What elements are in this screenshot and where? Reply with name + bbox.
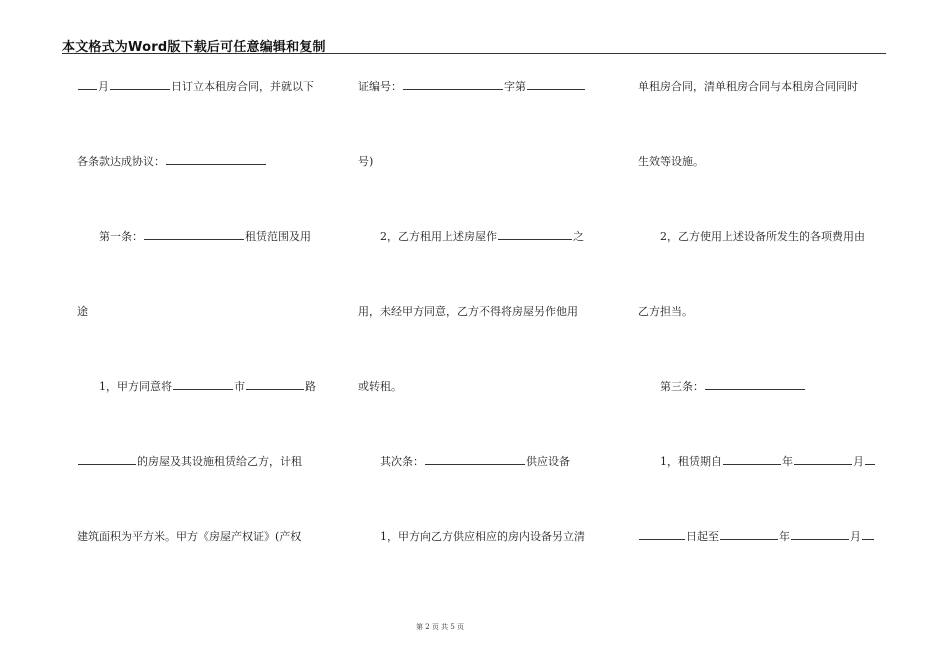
text-line bbox=[638, 58, 888, 133]
text-segment: 1，甲方同意将 bbox=[99, 380, 172, 393]
text-line bbox=[638, 358, 888, 433]
text-segment: 之 bbox=[573, 230, 584, 243]
text-line bbox=[638, 283, 888, 358]
text-segment: 租赁范围及用 bbox=[245, 230, 311, 243]
fill-in-blank bbox=[723, 453, 781, 465]
text-column-2 bbox=[358, 58, 608, 583]
text-segment: 证编号： bbox=[358, 80, 402, 93]
text-column-3 bbox=[638, 58, 888, 583]
text-segment: 1，租赁期自 bbox=[660, 455, 722, 468]
text-line bbox=[77, 508, 327, 583]
text-column-1 bbox=[77, 58, 327, 583]
fill-in-blank bbox=[527, 78, 585, 90]
text-segment: 途 bbox=[77, 305, 88, 318]
text-line bbox=[77, 133, 327, 208]
text-line bbox=[358, 208, 608, 283]
text-segment: 号) bbox=[358, 155, 374, 168]
fill-in-blank bbox=[720, 528, 778, 540]
text-line bbox=[358, 358, 608, 433]
text-line bbox=[77, 433, 327, 508]
text-segment: 路 bbox=[305, 380, 316, 393]
text-segment: 生效等设施。 bbox=[638, 155, 704, 168]
text-segment: 各条款达成协议： bbox=[77, 155, 165, 168]
fill-in-blank bbox=[110, 78, 170, 90]
fill-in-blank bbox=[425, 453, 525, 465]
text-segment: 年 bbox=[782, 455, 793, 468]
text-line bbox=[358, 283, 608, 358]
text-line bbox=[358, 433, 608, 508]
text-line bbox=[77, 358, 327, 433]
text-segment: 日起至 bbox=[686, 530, 719, 543]
text-segment: 或转租。 bbox=[358, 380, 402, 393]
text-segment: 2，乙方使用上述设备所发生的各项费用由 bbox=[660, 230, 865, 243]
text-line bbox=[358, 508, 608, 583]
text-segment: 月 bbox=[98, 80, 109, 93]
text-segment: 月 bbox=[853, 455, 864, 468]
text-segment: 其次条： bbox=[380, 455, 424, 468]
text-line bbox=[638, 508, 888, 583]
text-segment: 市 bbox=[234, 380, 245, 393]
fill-in-blank bbox=[705, 378, 805, 390]
text-line bbox=[358, 58, 608, 133]
fill-in-blank bbox=[862, 528, 874, 540]
text-segment: 月 bbox=[850, 530, 861, 543]
fill-in-blank bbox=[403, 78, 503, 90]
header-divider bbox=[62, 53, 886, 54]
text-segment: 字第 bbox=[504, 80, 526, 93]
text-segment: 的房屋及其设施租赁给乙方，计租 bbox=[137, 455, 302, 468]
text-line bbox=[358, 133, 608, 208]
text-line bbox=[77, 208, 327, 283]
document-header-title: 本文格式为Word版下载后可任意编辑和复制 bbox=[62, 40, 326, 55]
text-line bbox=[77, 58, 327, 133]
fill-in-blank bbox=[639, 528, 685, 540]
text-segment: 乙方担当。 bbox=[638, 305, 693, 318]
text-line bbox=[638, 133, 888, 208]
text-segment: 1，甲方向乙方供应相应的房内设备另立清 bbox=[380, 530, 585, 543]
fill-in-blank bbox=[78, 78, 97, 90]
text-segment: 用，未经甲方同意，乙方不得将房屋另作他用 bbox=[358, 305, 578, 318]
fill-in-blank bbox=[498, 228, 572, 240]
fill-in-blank bbox=[166, 153, 266, 165]
fill-in-blank bbox=[865, 453, 875, 465]
text-segment: 第三条： bbox=[660, 380, 704, 393]
text-segment: 2，乙方租用上述房屋作 bbox=[380, 230, 497, 243]
text-segment: 第一条： bbox=[99, 230, 143, 243]
text-segment: 建筑面积为平方米。甲方《房屋产权证》(产权 bbox=[77, 530, 302, 543]
text-segment: 供应设备 bbox=[526, 455, 570, 468]
fill-in-blank bbox=[144, 228, 244, 240]
page-number-footer: 第 2 页 共 5 页 bbox=[415, 623, 465, 631]
fill-in-blank bbox=[791, 528, 849, 540]
text-line bbox=[638, 208, 888, 283]
text-segment: 日订立本租房合同，并就以下 bbox=[171, 80, 314, 93]
fill-in-blank bbox=[78, 453, 136, 465]
text-line bbox=[77, 283, 327, 358]
fill-in-blank bbox=[794, 453, 852, 465]
text-segment: 年 bbox=[779, 530, 790, 543]
text-segment: 单租房合同，清单租房合同与本租房合同同时 bbox=[638, 80, 858, 93]
fill-in-blank bbox=[246, 378, 304, 390]
text-line bbox=[638, 433, 888, 508]
fill-in-blank bbox=[173, 378, 233, 390]
